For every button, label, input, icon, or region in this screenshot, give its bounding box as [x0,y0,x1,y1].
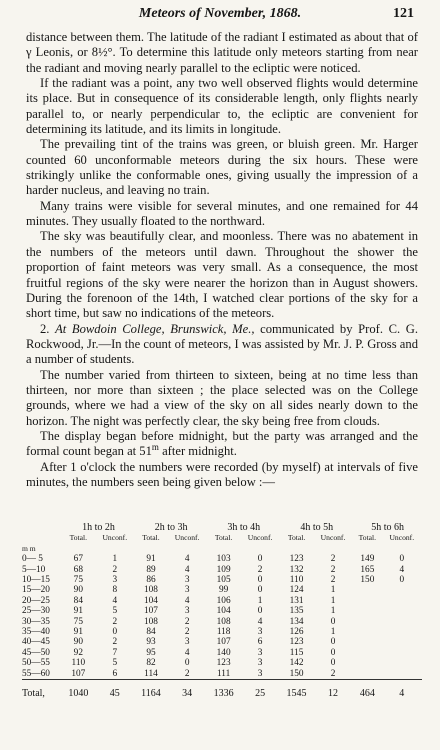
section-number: 2. [40,321,50,336]
count-cell: 92 [73,647,83,658]
hour-group-header: 3h to 4h [227,522,261,533]
count-cell: 1 [112,554,118,565]
minute-range: 45—50 [22,647,50,658]
column-subheader: Unconf. [174,533,200,543]
count-cell: 0 [257,585,263,596]
count-cell: 132 [289,564,304,575]
table-group-header [22,523,422,533]
count-cell: 3 [184,575,190,586]
count-cell: 2 [330,668,336,679]
count-cell: 115 [289,647,304,658]
empty-cell [382,544,422,554]
hour-group-header: 2h to 3h [154,522,188,533]
count-cell [353,669,381,680]
count-cell [353,627,381,637]
count-cell: 2 [184,627,190,638]
count-cell: 0 [257,554,263,565]
page-number: 121 [393,6,414,21]
count-cell: 99 [218,585,229,596]
count-cell: 75 [73,616,83,627]
minute-range: 40—45 [22,637,50,648]
count-cell: 82 [146,658,156,669]
table-row [22,658,422,668]
minutes-superscript: m [151,442,159,453]
count-cell: 142 [289,658,304,669]
count-cell: 75 [73,575,83,586]
column-subheader: Total. [214,533,233,543]
count-cell: 107 [143,606,158,617]
count-cell: 0 [330,647,336,658]
count-cell [382,585,422,595]
count-cell: 104 [216,606,231,617]
count-cell: 3 [257,668,263,679]
count-cell: 3 [112,575,118,586]
count-cell: 107 [216,637,231,648]
total-cell: 34 [182,688,193,700]
running-title: Meteors of November, 1868. [138,6,302,21]
count-cell: 0 [399,554,405,565]
paragraph-2: If the radiant was a point, any two well observed flights would determine its place. But in consequence of its considerable length, only flights nearly parallel to, or nearly perpendicular to, the ecliptic are convenient for determining its latitude, and its limits in longitude. [26,76,418,137]
count-cell: 123 [216,658,231,669]
empty-cell [280,544,313,554]
minute-range: 25—30 [22,606,50,617]
count-cell: 3 [184,606,190,617]
paragraph-8-tail: after midnight. [158,444,237,459]
empty-cell [240,544,280,554]
count-cell: 91 [73,606,83,617]
count-cell [382,637,422,647]
count-cell: 3 [257,647,263,658]
count-cell: 135 [289,606,304,617]
empty-cell [167,544,207,554]
count-cell: 67 [73,554,83,565]
minute-range: 20—25 [22,595,50,606]
count-cell: 4 [112,595,118,606]
hour-group-header: 1h to 2h [82,522,115,533]
count-cell [382,669,422,680]
column-subheader: Unconf. [102,533,128,543]
count-cell: 111 [216,668,231,679]
count-cell: 0 [184,658,190,669]
count-cell [353,658,381,668]
count-cell: 2 [112,564,118,575]
count-cell: 86 [146,575,156,586]
count-cell: 93 [146,637,156,648]
count-cell [382,617,422,627]
count-cell: 3 [184,637,190,648]
total-cell: 1336 [213,688,234,700]
count-cell: 108 [216,616,231,627]
count-cell: 126 [289,627,304,638]
count-cell: 1 [330,595,336,606]
table-row [22,575,422,585]
table-row [22,617,422,627]
column-subheader: Total. [69,533,88,543]
count-cell: 89 [146,564,156,575]
count-cell: 4 [257,616,263,627]
table-row [22,669,422,680]
total-cell: 25 [255,688,266,700]
meteor-count-table [22,523,422,700]
count-cell: 8 [112,585,118,596]
count-cell [353,585,381,595]
count-cell: 4 [184,554,190,565]
page-header [26,6,414,24]
paragraph-7: The number varied from thirteen to sixteen, being at no time less than thirteen, nor more than sixteen ; the place selected was on the College grounds, where we had a view of the sky on all sides nearly down to the horizon. The night was perfectly clear, the sky being free from clouds. [26,367,418,428]
count-cell: 3 [184,585,190,596]
minute-range: 15—20 [22,585,50,596]
count-cell: 0 [257,606,263,617]
count-cell: 123 [289,637,304,648]
minute-range: 30—35 [22,616,50,627]
count-cell: 6 [257,637,263,648]
totals-row [22,682,422,699]
count-cell: 2 [257,564,263,575]
count-cell [353,596,381,606]
count-cell: 165 [360,564,375,575]
hour-group-header: 4h to 5h [300,522,334,533]
column-subheader: Unconf. [389,533,415,543]
total-cell: 1545 [286,688,307,700]
count-cell: 5 [112,658,118,669]
count-cell: 84 [73,595,83,606]
paragraph-5: The sky was beautifully clear, and moonless. There was no abatement in the numbers of the meteors until dawn. Throughout the shower the proportion of faint meteors was very small. As a consequence, the most fruitful regions of the sky were nearer the horizon than in August showers. During the forenoon of the 14th, I watched clear portions of the sky for a short time, but saw no indications of the meteors. [26,229,418,321]
count-cell: 4 [184,647,190,658]
count-cell: 114 [144,668,158,679]
table-row [22,606,422,616]
count-cell: 108 [143,616,158,627]
count-cell: 90 [73,585,83,596]
table-corner [22,533,62,543]
count-cell: 149 [360,554,375,565]
unit-row [22,544,422,554]
table-row [22,596,422,606]
minute-range: 35—40 [22,627,50,638]
count-cell [382,606,422,616]
table-row [22,648,422,658]
hour-group-header: 5h to 6h [371,522,404,533]
count-cell [382,658,422,668]
count-cell: 4 [399,564,405,575]
paragraph-3: The prevailing tint of the trains was green, or bluish green. Mr. Harger counted 60 unconformable meteors during the six hours. These were strikingly unlike the conformable ones, giving usually the impression of a harder nucleus, and leaving no train. [26,137,418,198]
table-row [22,565,422,575]
count-cell: 106 [216,595,231,606]
count-cell [353,606,381,616]
count-cell [353,617,381,627]
empty-cell [95,544,135,554]
count-cell [382,627,422,637]
paragraph-1: distance between them. The latitude of the radiant I estimated as about that of γ Leonis, or 8½°. To determine this latitude only meteors starting from near the radiant and moving nearly parallel to the ecliptic were noticed. [26,30,418,75]
body-text [26,30,418,490]
minute-range: 10—15 [22,575,50,586]
count-cell: 0 [112,627,118,638]
count-cell: 0 [257,575,263,586]
count-cell: 0 [330,616,336,627]
count-cell: 1 [330,585,336,596]
totals-label: Total, [22,688,45,700]
count-cell [353,648,381,658]
total-cell: 464 [359,688,375,700]
table-row [22,585,422,595]
count-cell: 91 [73,627,83,638]
count-cell: 1 [330,606,336,617]
minute-range: 0— 5 [22,554,43,565]
count-cell: 150 [289,668,304,679]
count-cell: 124 [289,585,304,596]
count-cell: 107 [71,668,86,679]
total-cell: 45 [109,688,120,700]
count-cell: 91 [146,554,156,565]
count-cell: 4 [184,564,190,575]
minutes-unit: m m [22,543,36,553]
count-cell: 105 [216,575,231,586]
count-cell: 6 [112,668,118,679]
count-cell [382,648,422,658]
count-cell: 68 [73,564,83,575]
count-cell: 0 [330,637,336,648]
section-place: At Bowdoin College, Brunswick, Me., [55,321,255,336]
section-rest: communicated by Prof. C. G. Rockwood, Jr.—In the count of meteors, I was assisted by Mr. J. P. Gross and a number of students. [26,321,419,367]
count-cell: 108 [143,585,158,596]
empty-cell [207,544,240,554]
count-cell: 134 [289,616,304,627]
count-cell: 2 [330,554,336,565]
count-cell: 1 [330,627,336,638]
minute-range: 5—10 [22,564,46,575]
total-cell: 1164 [141,688,161,700]
count-cell: 2 [330,575,336,586]
count-cell: 131 [289,595,304,606]
count-cell: 95 [146,647,156,658]
total-cell: 4 [399,688,405,700]
count-cell: 84 [146,627,156,638]
table-corner [22,523,62,533]
table-row [22,554,422,564]
paragraph-8 [26,429,418,460]
empty-cell [135,544,167,554]
count-cell: 90 [73,637,83,648]
count-cell: 140 [216,647,231,658]
paragraph-9: After 1 o'clock the numbers were recorded (by myself) at intervals of five minutes, the numbers seen being given below :— [26,459,418,489]
empty-cell [62,544,95,554]
count-cell [353,637,381,647]
column-subheader: Total. [142,533,160,543]
column-subheader: Unconf. [247,533,273,543]
column-subheader: Unconf. [320,533,346,543]
count-cell: 4 [184,595,190,606]
count-cell: 5 [112,606,118,617]
count-cell: 2 [112,637,118,648]
empty-cell [313,544,353,554]
paragraph-4: Many trains were visible for several minutes, and one remained for 44 minutes. They usually floated to the northward. [26,198,418,229]
count-cell: 7 [112,647,118,658]
count-cell: 150 [360,575,375,586]
count-cell: 123 [289,554,304,565]
count-cell: 109 [216,564,231,575]
count-cell: 2 [184,668,190,679]
total-cell: 1040 [68,688,89,700]
count-cell: 103 [216,554,231,565]
column-subheader: Total. [358,533,377,543]
paragraph-8-text: The display began before midnight, but the party was arranged and the formal count began at 51 [26,428,418,459]
column-subheader: Total. [287,533,306,543]
table-sub-header [22,533,422,543]
paragraph-6 [26,322,418,368]
minute-range: 50—55 [22,658,50,669]
table-row [22,627,422,637]
count-cell: 110 [289,575,304,586]
count-cell: 118 [216,627,231,638]
count-cell: 0 [399,575,405,586]
count-cell [382,596,422,606]
count-cell: 2 [184,616,190,627]
count-cell: 2 [330,564,336,575]
count-cell: 1 [257,595,263,606]
count-cell: 3 [257,627,263,638]
empty-cell [353,544,381,554]
count-cell: 3 [257,658,263,669]
count-cell: 110 [71,658,86,669]
total-cell: 12 [328,688,339,700]
minute-range: 55—60 [22,668,50,679]
table-row [22,637,422,647]
count-cell: 104 [143,595,158,606]
count-cell: 2 [112,616,118,627]
count-cell: 0 [330,658,336,669]
